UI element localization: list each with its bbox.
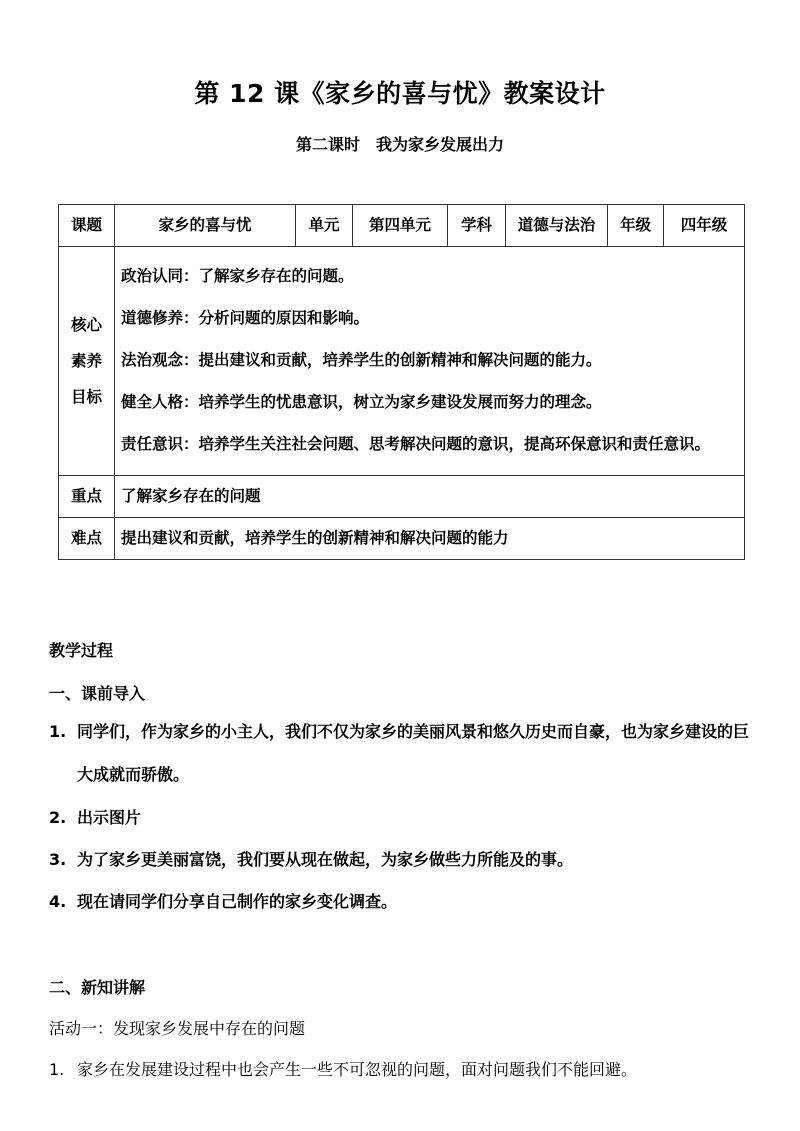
section2-heading: 二、新知讲解 [49,978,146,997]
topic-value: 家乡的喜与忧 [115,205,296,247]
list-item-text: 出示图片 [77,808,142,827]
list-item-text: 同学们，作为家乡的小主人，我们不仅为家乡的美丽风景和悠久历史而自豪，也为家乡建设的巨大成就而骄傲。 [77,722,750,784]
list-item [49,796,754,839]
grade-label: 年级 [608,205,664,247]
core-label-line: 素养 [70,352,102,370]
goal-moral: 道德修养：分析问题的原因和影响。 [121,309,370,327]
activity-title: 活动一：发现家乡发展中存在的问题 [49,1019,306,1038]
goal-legal: 法治观念：提出建议和贡献，培养学生的创新精神和解决问题的能力。 [121,351,602,369]
list-item-number: 3. [49,850,67,869]
list-item-number: 1. [49,1060,65,1079]
unit-value: 第四单元 [353,205,448,247]
list-item [49,1057,754,1080]
table-row-difficulty [59,518,745,560]
core-goals-list [115,247,745,476]
list-item-text: 为了家乡更美丽富饶，我们要从现在做起，为家乡做些力所能及的事。 [77,850,574,869]
difficulty-label: 难点 [59,518,115,560]
core-label-line: 核心 [70,316,102,334]
key-point-label: 重点 [59,476,115,518]
document-subtitle: 第二课时 我为家乡发展出力 [295,135,504,154]
goal-personality: 健全人格：培养学生的忧患意识，树立为家乡建设发展而努力的理念。 [121,393,602,411]
core-label-line: 目标 [70,388,102,406]
section1-heading: 一、课前导入 [49,684,146,703]
grade-value: 四年级 [664,205,745,247]
table-row-basic-info [59,205,745,247]
lesson-info-table [58,204,745,560]
core-goals-label [59,247,115,476]
goal-responsibility: 责任意识：培养学生关注社会问题、思考解决问题的意识，提高环保意识和责任意识。 [121,435,711,453]
topic-label: 课题 [59,205,115,247]
unit-label: 单元 [296,205,353,247]
process-heading: 教学过程 [49,641,114,660]
list-item-text: 现在请同学们分享自己制作的家乡变化调查。 [77,892,398,911]
table-row-key-point [59,476,745,518]
list-item-text: 家乡在发展建设过程中也会产生一些不可忽视的问题，面对问题我们不能回避。 [77,1060,638,1079]
table-row-core-goals [59,247,745,476]
list-item [49,880,754,923]
goal-political: 政治认同：了解家乡存在的问题。 [121,267,354,285]
list-item [49,710,754,796]
document-title: 第 12 课《家乡的喜与忧》教案设计 [194,79,606,108]
list-item-number: 4. [49,892,67,911]
list-item-number: 1. [49,722,67,741]
subject-value: 道德与法治 [506,205,608,247]
list-item [49,838,754,881]
key-point-value: 了解家乡存在的问题 [115,476,745,518]
difficulty-value: 提出建议和贡献，培养学生的创新精神和解决问题的能力 [115,518,745,560]
subject-label: 学科 [448,205,506,247]
list-item-number: 2. [49,808,67,827]
